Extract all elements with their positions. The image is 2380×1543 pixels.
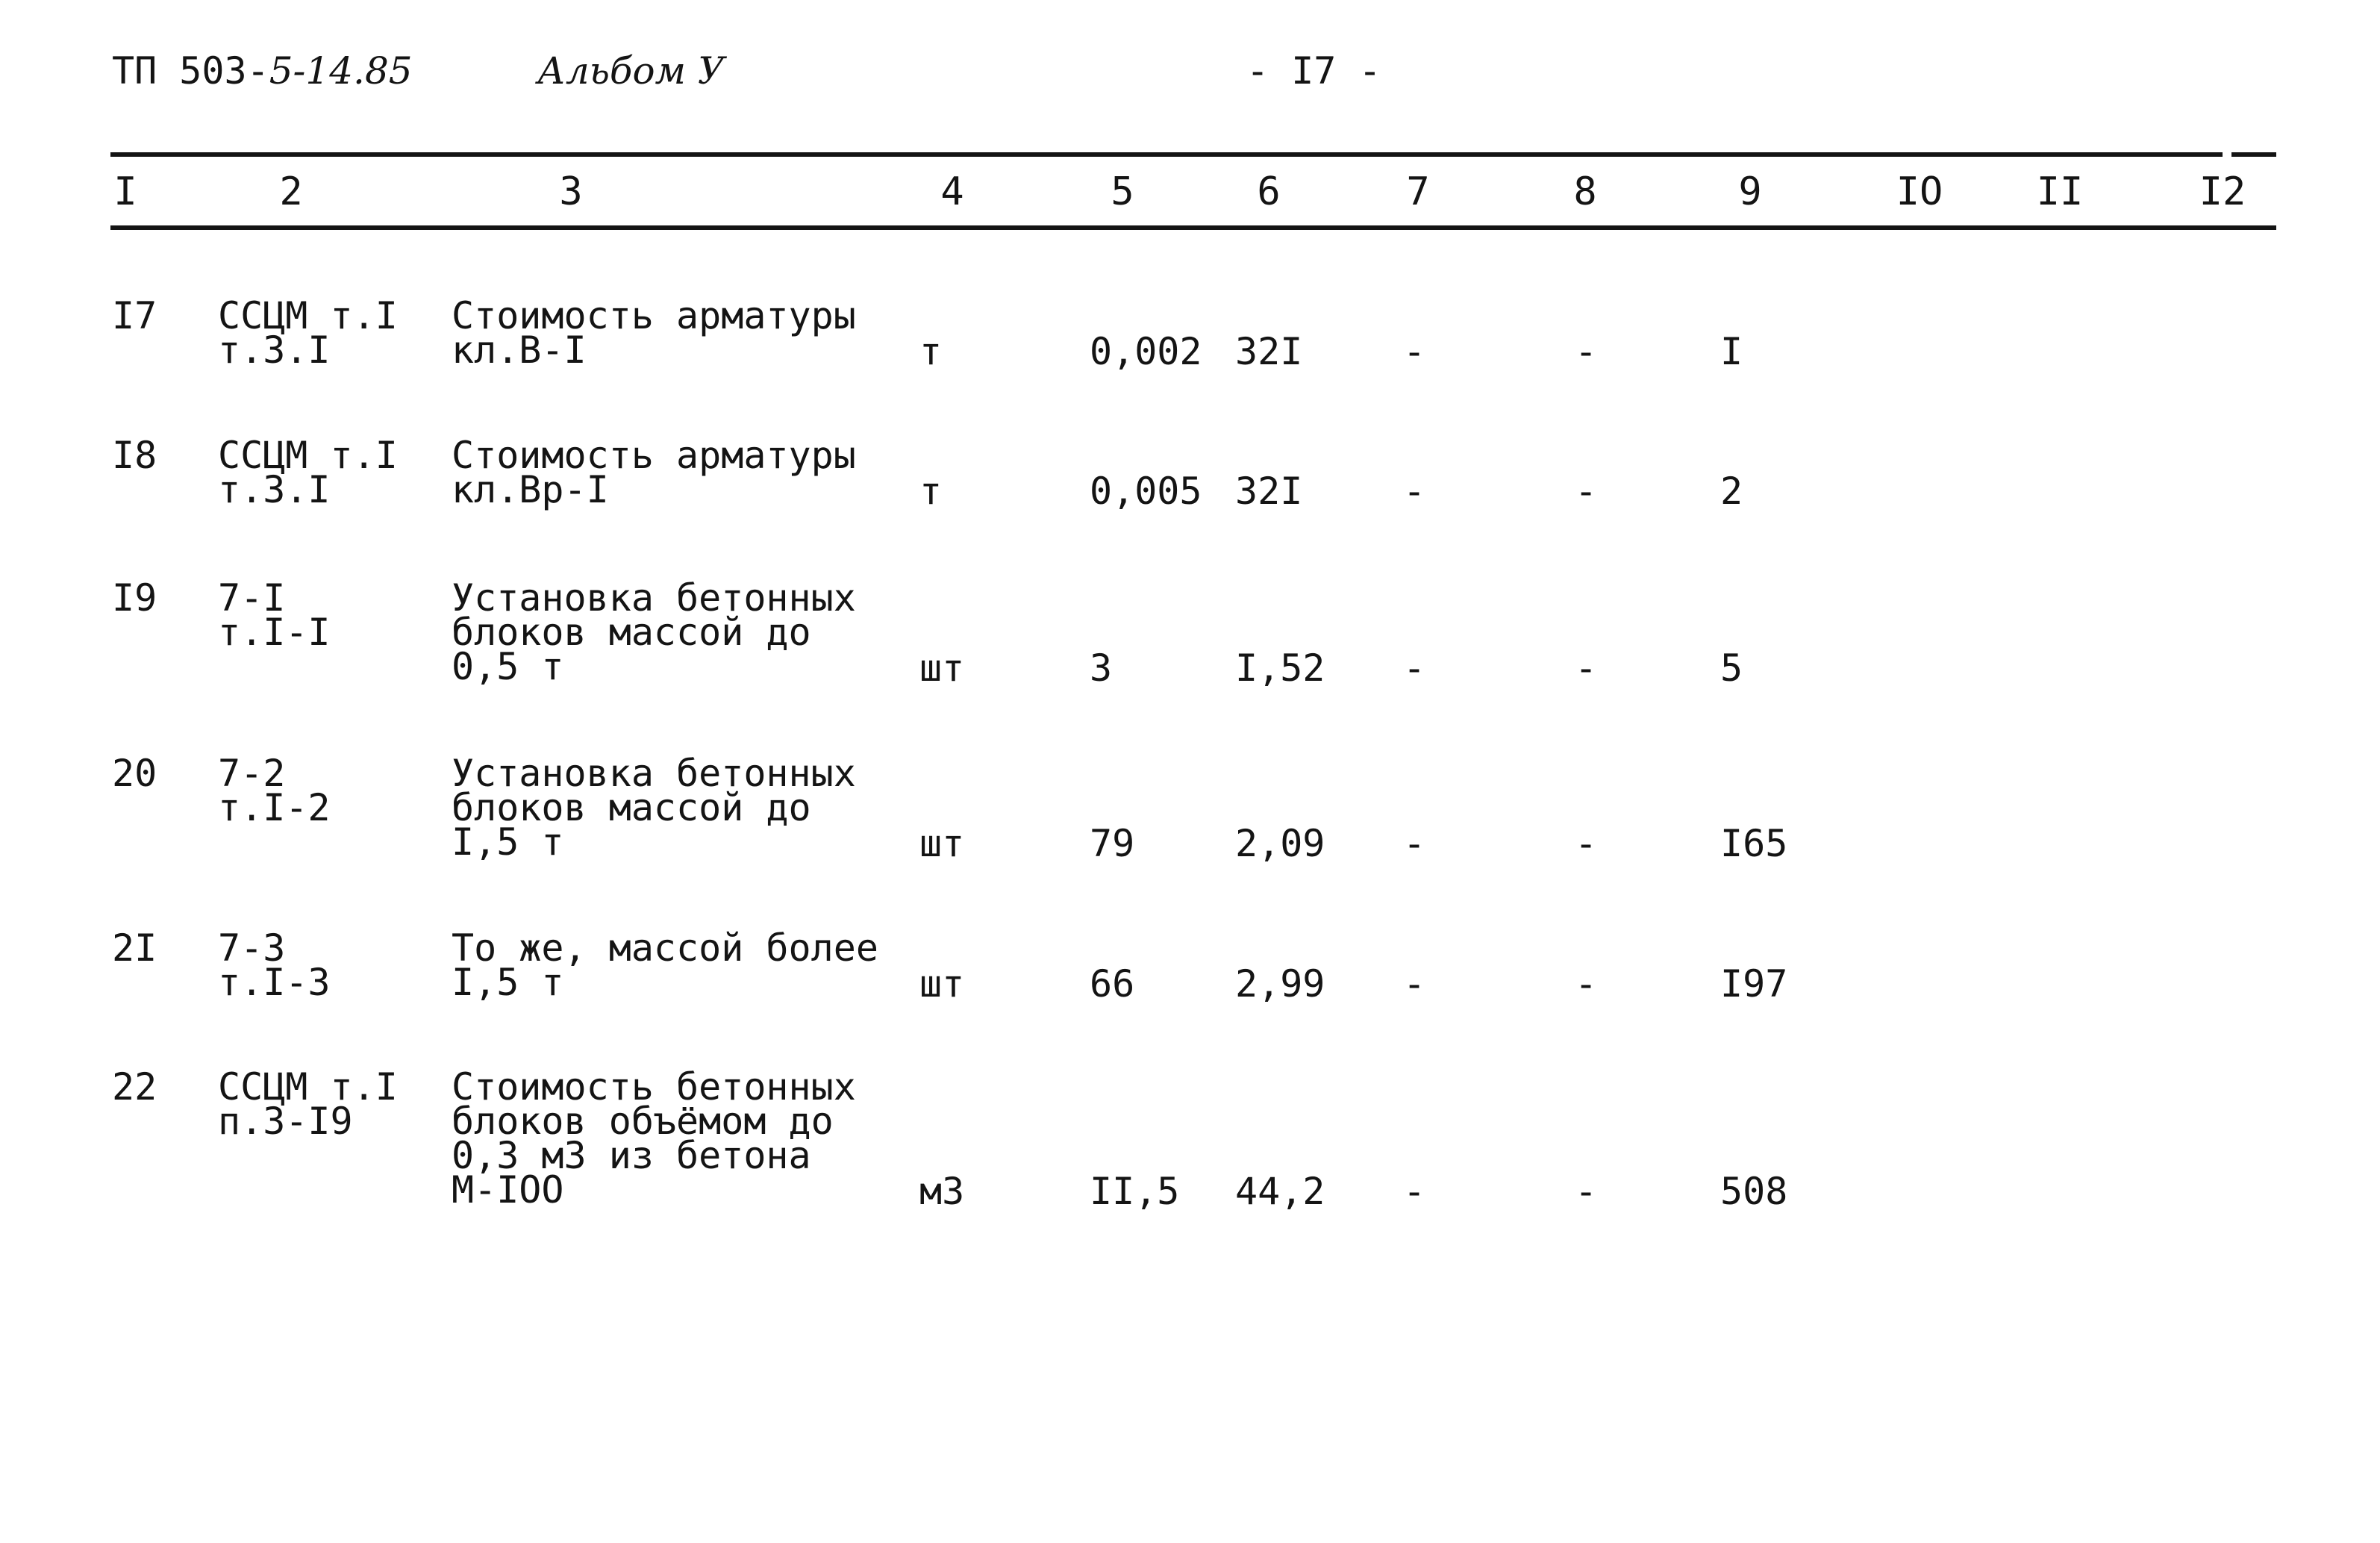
row-quantity: 66	[1090, 962, 1135, 1006]
row-reference: ССЦМ т.I	[218, 1065, 398, 1109]
row-description: Стоимость арматуры	[452, 434, 856, 477]
row-description: I,5 т	[452, 820, 564, 864]
row-number: I9	[112, 576, 157, 620]
column-number: 2	[279, 169, 303, 214]
column-number: 9	[1738, 169, 1762, 214]
row-description: I,5 т	[452, 961, 564, 1004]
column-number: I2	[2199, 169, 2246, 214]
row-col7: -	[1403, 470, 1426, 513]
column-number: IO	[1896, 169, 1943, 214]
page-number: - I7 -	[1246, 49, 1381, 93]
row-quantity: 79	[1090, 822, 1135, 865]
row-description: 0,3 м3 из бетона	[452, 1134, 811, 1177]
row-description: То же, массой более	[452, 926, 878, 970]
row-quantity: 0,002	[1090, 330, 1202, 373]
row-reference: ССЦМ т.I	[218, 434, 398, 477]
row-description: блоков объёмом до	[452, 1100, 834, 1143]
row-number: I8	[112, 434, 157, 477]
row-col7: -	[1403, 1170, 1426, 1213]
row-col7: -	[1403, 646, 1426, 690]
row-col9: 508	[1720, 1170, 1788, 1213]
row-unit: шт	[919, 962, 965, 1006]
row-col9: I	[1720, 330, 1743, 373]
column-number: 8	[1573, 169, 1597, 214]
row-quantity: 3	[1090, 646, 1113, 690]
row-price: 32I	[1235, 330, 1303, 373]
row-number: I7	[112, 294, 157, 337]
row-price: 44,2	[1235, 1170, 1325, 1213]
row-col9: I65	[1720, 822, 1788, 865]
row-col7: -	[1403, 822, 1426, 865]
row-price: 2,99	[1235, 962, 1325, 1006]
row-description: Стоимость арматуры	[452, 294, 856, 337]
row-reference: т.I-I	[218, 611, 331, 654]
document-code	[112, 45, 413, 97]
column-number: 3	[559, 169, 583, 214]
row-col8: -	[1575, 330, 1598, 373]
row-number: 22	[112, 1065, 157, 1109]
row-col8: -	[1575, 470, 1598, 513]
column-number: 5	[1111, 169, 1134, 214]
row-reference: 7-I	[218, 576, 286, 620]
row-col8: -	[1575, 646, 1598, 690]
row-price: 32I	[1235, 470, 1303, 513]
row-description: кл.Вр-I	[452, 468, 609, 511]
row-col8: -	[1575, 962, 1598, 1006]
row-description: Установка бетонных	[452, 752, 856, 795]
row-quantity: II,5	[1090, 1170, 1180, 1213]
row-reference: т.I-2	[218, 786, 331, 829]
document-code-prefix: ТП 503-	[112, 49, 269, 93]
row-unit: т	[919, 470, 943, 513]
row-description: М-IOO	[452, 1168, 564, 1212]
row-description: Установка бетонных	[452, 576, 856, 620]
row-number: 2I	[112, 926, 157, 970]
album-label: Альбом У	[537, 49, 725, 93]
row-reference: т.3.I	[218, 468, 331, 511]
row-col9: 5	[1720, 646, 1743, 690]
row-price: I,52	[1235, 646, 1325, 690]
row-col7: -	[1403, 962, 1426, 1006]
row-description: кл.В-I	[452, 328, 587, 372]
row-reference: п.3-I9	[218, 1100, 353, 1143]
row-col9: 2	[1720, 470, 1743, 513]
column-number: 6	[1257, 169, 1281, 214]
row-reference: ССЦМ т.I	[218, 294, 398, 337]
row-reference: 7-2	[218, 752, 286, 795]
row-reference: 7-3	[218, 926, 286, 970]
row-unit: шт	[919, 822, 965, 865]
column-number: 7	[1406, 169, 1430, 214]
column-number: I	[113, 169, 137, 214]
row-col8: -	[1575, 822, 1598, 865]
row-unit: т	[919, 330, 943, 373]
row-description: блоков массой до	[452, 786, 811, 829]
row-col8: -	[1575, 1170, 1598, 1213]
row-number: 20	[112, 752, 157, 795]
row-description: блоков массой до	[452, 611, 811, 654]
row-reference: т.I-3	[218, 961, 331, 1004]
row-quantity: 0,005	[1090, 470, 1202, 513]
row-reference: т.3.I	[218, 328, 331, 372]
row-description: 0,5 т	[452, 645, 564, 688]
header-bottom-rule	[110, 225, 2276, 230]
table-top-rule-extension	[2231, 152, 2276, 157]
column-number: II	[2036, 169, 2084, 214]
row-col9: I97	[1720, 962, 1788, 1006]
table-top-rule	[110, 152, 2223, 157]
row-unit: шт	[919, 646, 965, 690]
row-unit: м3	[919, 1170, 965, 1213]
document-code-handwritten: 5-14.85	[269, 49, 413, 93]
row-col7: -	[1403, 330, 1426, 373]
row-price: 2,09	[1235, 822, 1325, 865]
column-number: 4	[940, 169, 964, 214]
row-description: Стоимость бетонных	[452, 1065, 856, 1109]
